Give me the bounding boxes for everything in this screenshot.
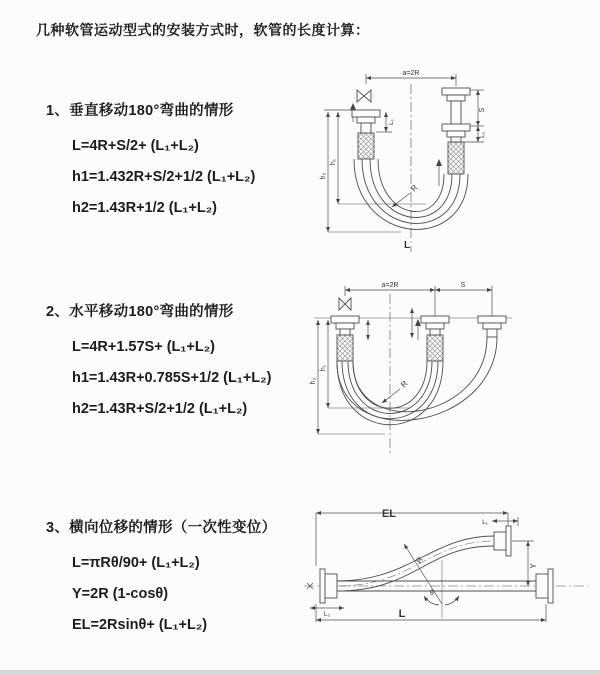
valve-icon — [357, 90, 371, 102]
label-radius: R — [409, 182, 420, 194]
label-a-2R: a=2R — [402, 70, 420, 77]
label-h2: h₂ — [320, 172, 327, 180]
label-a-2R: a=2R — [381, 282, 399, 289]
valve-icon — [339, 298, 351, 310]
label-l1-fitting: L₁ — [388, 119, 395, 125]
label-el: EL — [381, 508, 397, 520]
dimension-l1 — [492, 517, 518, 526]
left-pipe — [350, 103, 380, 159]
s-bend-hose — [337, 536, 494, 591]
radius-leader — [382, 389, 400, 403]
label-h2: h₂ — [310, 377, 317, 385]
formula-L: L=4R+1.57S+ (L₁+L₂) — [72, 339, 215, 355]
label-radius: R — [414, 555, 425, 566]
page-bottom-edge — [0, 670, 600, 675]
label-h1: h₁ — [320, 364, 327, 372]
formula-h2: h2=1.43R+S/2+1/2 (L₁+L₂) — [72, 401, 248, 417]
label-y: Y — [529, 563, 538, 569]
dimension-l — [316, 604, 546, 622]
label-length: L — [398, 608, 406, 620]
label-length: L — [403, 240, 411, 251]
label-angle: θ — [430, 590, 434, 597]
section-horizontal-180 — [46, 301, 316, 425]
formula-EL: EL=2Rsinθ+ (L₁+L₂) — [72, 617, 208, 633]
formula-L: L=4R+S/2+ (L₁+L₂) — [72, 138, 199, 154]
section-lateral-displacement — [46, 517, 316, 641]
section-vertical-180 — [46, 100, 316, 224]
label-s: S — [479, 107, 486, 113]
section-3-heading: 3、横向位移的情形（一次性变位） — [46, 520, 277, 536]
right-pipe — [436, 88, 470, 186]
left-pipe — [331, 316, 359, 361]
label-s: S — [460, 282, 466, 289]
dimension-a-2R — [345, 286, 492, 316]
section-2-heading: 2、水平移动180°弯曲的情形 — [46, 304, 234, 320]
diagram-lateral-displacement — [296, 500, 600, 655]
left-flange — [320, 569, 337, 603]
radius-leader — [392, 193, 410, 207]
diagram-vertical-180-bend — [306, 64, 596, 269]
dimension-el — [316, 513, 508, 566]
middle-pipe — [415, 316, 449, 361]
formula-h1: h1=1.432R+S/2+1/2 (L₁+L₂) — [72, 169, 256, 185]
formula-Y: Y=2R (1-cosθ) — [72, 586, 169, 602]
label-radius: R — [399, 378, 410, 390]
diagram-horizontal-180-bend — [300, 276, 600, 466]
page-title: 几种软管运动型式的安装方式时，软管的长度计算： — [36, 22, 370, 38]
right-flange — [536, 569, 553, 603]
label-l2: L₂ — [323, 611, 331, 618]
formula-h2: h2=1.43R+1/2 (L₁+L₂) — [72, 200, 218, 216]
label-l1-right: L₁ — [479, 132, 486, 138]
formula-L: L=πRθ/90+ (L₁+L₂) — [72, 555, 200, 571]
section-1-heading: 1、垂直移动180°弯曲的情形 — [46, 103, 234, 119]
label-l1: L₁ — [482, 519, 488, 526]
upper-flange — [494, 526, 511, 556]
label-h1: h₁ — [330, 158, 337, 166]
formula-h1: h1=1.43R+0.785S+1/2 (L₁+L₂) — [72, 370, 272, 386]
right-pipe — [478, 316, 506, 337]
